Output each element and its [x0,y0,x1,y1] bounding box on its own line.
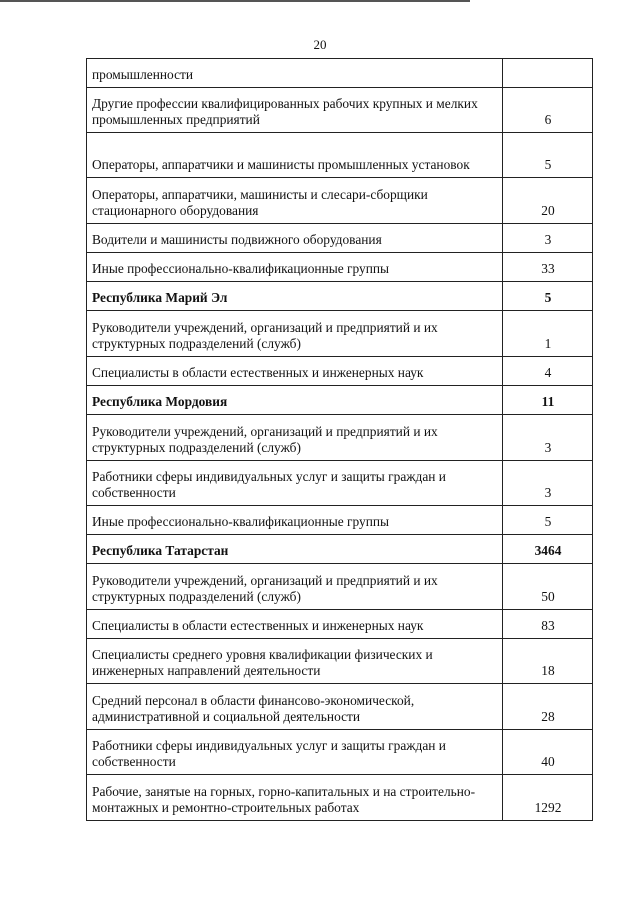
occupation-count-value: 3 [503,224,593,253]
occupation-count-value: 20 [503,178,593,224]
table-row [87,88,593,133]
occupation-group-label: Другие профессии квалифицированных рабочих крупных и мелких промышленных предприятий [87,88,503,133]
occupation-group-label: Специалисты в области естественных и инженерных наук [87,357,503,386]
region-row [87,386,593,415]
region-total-value: 11 [503,386,593,415]
table-row [87,775,593,821]
occupation-count-value: 28 [503,684,593,730]
table-row [87,639,593,684]
region-name: Республика Мордовия [87,386,503,415]
occupation-count-value: 4 [503,357,593,386]
table-row [87,253,593,282]
occupation-group-label: Операторы, аппаратчики, машинисты и слесари-сборщики стационарного оборудования [87,178,503,224]
occupation-count-value: 1292 [503,775,593,821]
occupation-count-value: 5 [503,133,593,178]
occupation-count-value: 3 [503,415,593,461]
occupation-group-label: Специалисты среднего уровня квалификации физических и инженерных направлений деятельности [87,639,503,684]
occupation-group-label: Руководители учреждений, организаций и предприятий и их структурных подразделений (служб) [87,415,503,461]
region-row [87,535,593,564]
table-row [87,610,593,639]
occupation-group-label: Операторы, аппаратчики и машинисты промышленных установок [87,133,503,178]
occupation-count-value: 5 [503,506,593,535]
occupation-count-value: 3 [503,461,593,506]
occupation-group-label: Средний персонал в области финансово-экономической, административной и социальной деятельности [87,684,503,730]
region-total-value: 3464 [503,535,593,564]
region-name: Республика Татарстан [87,535,503,564]
region-total-value: 5 [503,282,593,311]
occupation-group-label: Работники сферы индивидуальных услуг и защиты граждан и собственности [87,461,503,506]
table-body [87,59,593,821]
occupation-group-label: Руководители учреждений, организаций и предприятий и их структурных подразделений (служб) [87,311,503,357]
occupation-count-value: 83 [503,610,593,639]
occupation-count-value: 50 [503,564,593,610]
occupation-group-label: Специалисты в области естественных и инженерных наук [87,610,503,639]
scan-edge [0,0,470,2]
table-row [87,506,593,535]
occupation-table [86,58,593,821]
occupation-group-label: Работники сферы индивидуальных услуг и защиты граждан и собственности [87,730,503,775]
occupation-group-label: Рабочие, занятые на горных, горно-капитальных и на строительно-монтажных и ремонтно-строительных работах [87,775,503,821]
table-row [87,415,593,461]
occupation-count-value: 18 [503,639,593,684]
occupation-count-value: 33 [503,253,593,282]
table-row [87,224,593,253]
table-row [87,59,593,88]
table-row [87,178,593,224]
table-row [87,357,593,386]
occupation-count-value: 6 [503,88,593,133]
occupation-count-value: 1 [503,311,593,357]
region-row [87,282,593,311]
occupation-group-label: Иные профессионально-квалификационные группы [87,506,503,535]
region-name: Республика Марий Эл [87,282,503,311]
page-number: 20 [313,37,327,52]
table-row [87,461,593,506]
occupation-count-value [503,59,593,88]
table-row [87,684,593,730]
occupation-group-label: промышленности [87,59,503,88]
table-row [87,564,593,610]
table-row [87,730,593,775]
occupation-group-label: Руководители учреждений, организаций и предприятий и их структурных подразделений (служб) [87,564,503,610]
occupation-group-label: Водители и машинисты подвижного оборудования [87,224,503,253]
table-row [87,311,593,357]
occupation-count-value: 40 [503,730,593,775]
table-row [87,133,593,178]
occupation-group-label: Иные профессионально-квалификационные группы [87,253,503,282]
